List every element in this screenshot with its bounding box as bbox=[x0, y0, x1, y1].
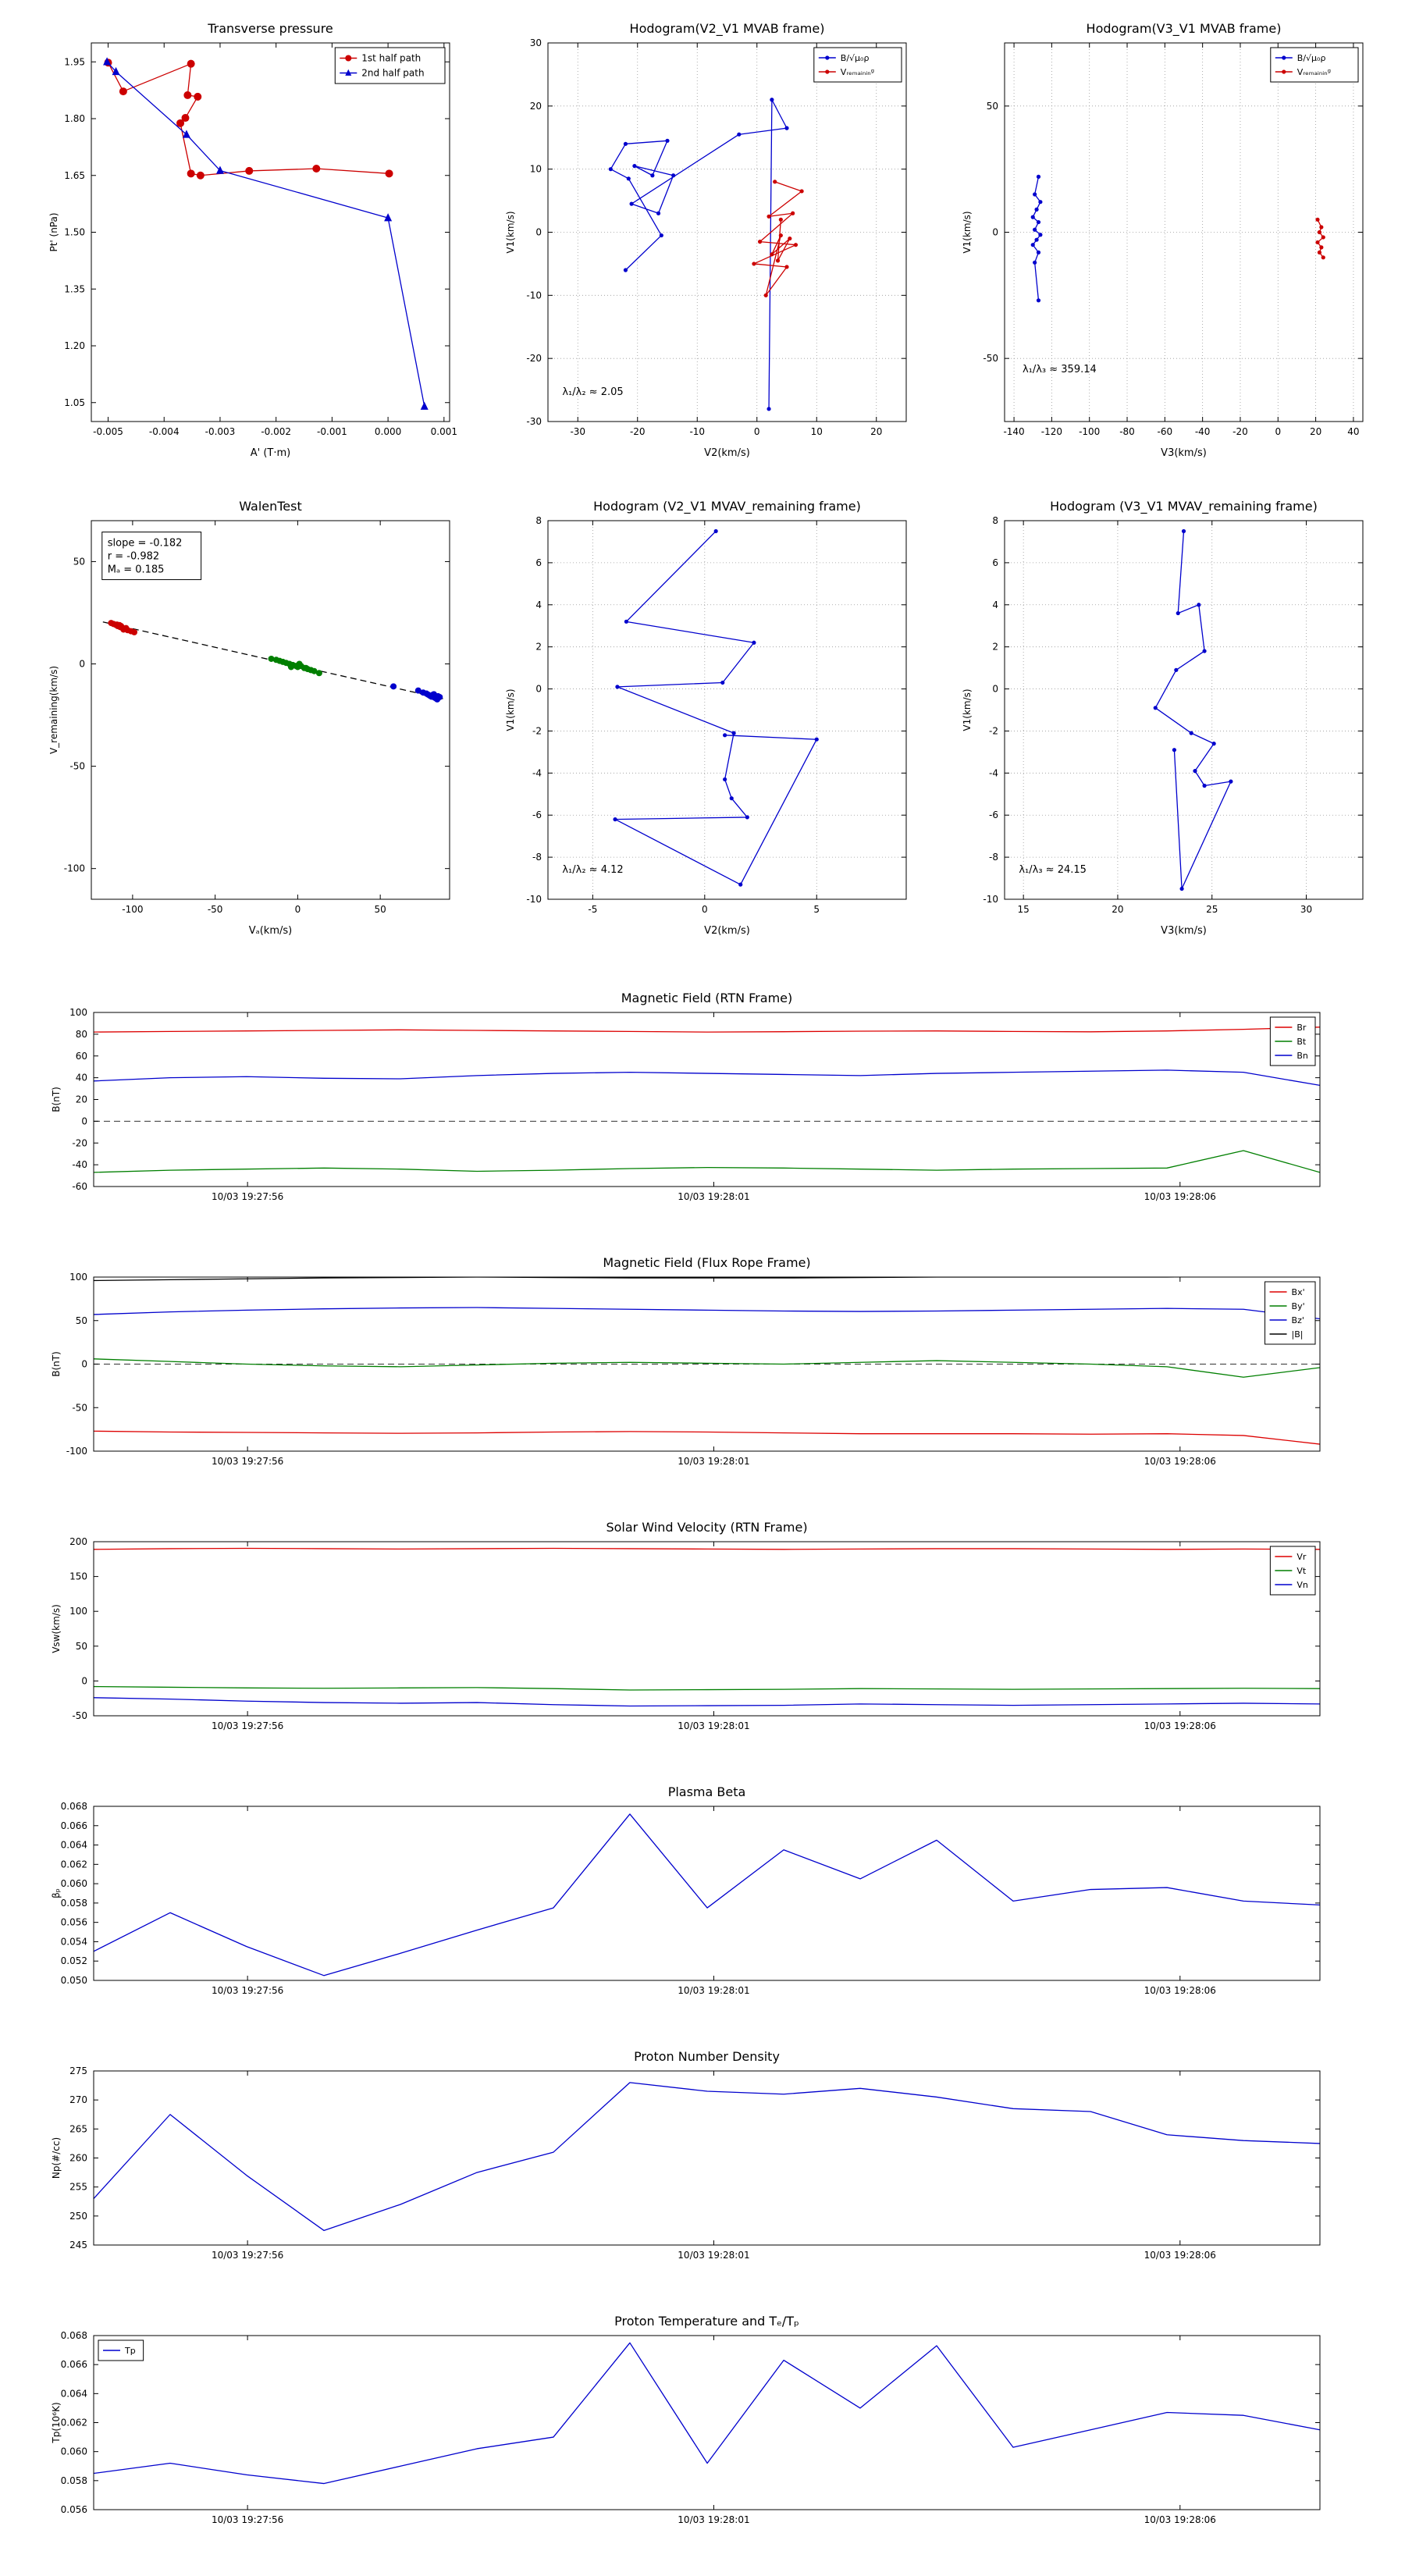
svg-text:-140: -140 bbox=[1003, 426, 1025, 437]
svg-text:0: 0 bbox=[535, 226, 542, 238]
svg-text:8: 8 bbox=[992, 515, 998, 526]
svg-text:Mₐ = 0.185: Mₐ = 0.185 bbox=[107, 564, 165, 576]
svg-text:20: 20 bbox=[1309, 426, 1322, 437]
svg-text:λ₁/λ₃ ≈ 24.15: λ₁/λ₃ ≈ 24.15 bbox=[1019, 864, 1087, 877]
svg-text:0.060: 0.060 bbox=[60, 1878, 87, 1890]
svg-text:B(nT): B(nT) bbox=[51, 1351, 62, 1377]
svg-text:-50: -50 bbox=[72, 1402, 87, 1414]
svg-text:40: 40 bbox=[1347, 426, 1360, 437]
svg-text:30: 30 bbox=[1300, 904, 1313, 915]
svg-text:V1(km/s): V1(km/s) bbox=[962, 211, 973, 254]
svg-text:260: 260 bbox=[69, 2152, 87, 2164]
svg-text:-20: -20 bbox=[1232, 426, 1248, 437]
svg-text:Hodogram (V2_V1 MVAV_remaining: Hodogram (V2_V1 MVAV_remaining frame) bbox=[593, 499, 861, 514]
svg-text:-100: -100 bbox=[1079, 426, 1101, 437]
svg-text:1.95: 1.95 bbox=[64, 56, 85, 68]
svg-text:WalenTest: WalenTest bbox=[239, 499, 302, 514]
svg-text:Pt' (nPa): Pt' (nPa) bbox=[48, 212, 59, 252]
svg-text:-100: -100 bbox=[63, 863, 85, 874]
svg-text:-10: -10 bbox=[526, 894, 542, 905]
svg-text:20: 20 bbox=[870, 426, 883, 437]
svg-text:Tp(10⁶K): Tp(10⁶K) bbox=[51, 2402, 62, 2443]
svg-text:10/03 19:28:06: 10/03 19:28:06 bbox=[1144, 1720, 1216, 1731]
svg-text:Hodogram (V3_V1 MVAV_remaining: Hodogram (V3_V1 MVAV_remaining frame) bbox=[1050, 499, 1318, 514]
svg-text:50: 50 bbox=[75, 1640, 87, 1652]
svg-text:10/03 19:28:06: 10/03 19:28:06 bbox=[1144, 1456, 1216, 1467]
hodogram-v2v1-mvab-chart bbox=[492, 8, 917, 470]
svg-text:-6: -6 bbox=[532, 809, 542, 821]
svg-text:B/√μ₀ρ: B/√μ₀ρ bbox=[1297, 53, 1326, 63]
svg-text:Solar Wind Velocity (RTN Frame: Solar Wind Velocity (RTN Frame) bbox=[606, 1520, 808, 1535]
svg-text:1.35: 1.35 bbox=[64, 283, 85, 295]
svg-text:B/√μ₀ρ: B/√μ₀ρ bbox=[840, 53, 870, 63]
panel-proton-density bbox=[39, 2038, 1331, 2276]
svg-text:Vᵣₑₘₐᵢₙᵢₙᵍ: Vᵣₑₘₐᵢₙᵢₙᵍ bbox=[840, 67, 875, 77]
svg-text:270: 270 bbox=[69, 2094, 87, 2106]
svg-text:0.062: 0.062 bbox=[60, 2417, 87, 2428]
svg-text:0.068: 0.068 bbox=[60, 2330, 87, 2341]
svg-text:-40: -40 bbox=[1194, 426, 1211, 437]
svg-text:0.060: 0.060 bbox=[60, 2446, 87, 2457]
svg-text:-5: -5 bbox=[588, 904, 598, 915]
svg-text:10/03 19:28:01: 10/03 19:28:01 bbox=[678, 1456, 750, 1467]
svg-text:15: 15 bbox=[1017, 904, 1030, 915]
svg-text:0.000: 0.000 bbox=[374, 426, 402, 437]
svg-text:0.050: 0.050 bbox=[60, 1975, 87, 1986]
svg-text:0: 0 bbox=[294, 904, 301, 915]
plasma-beta-chart bbox=[39, 1774, 1331, 2012]
svg-text:-8: -8 bbox=[532, 852, 542, 863]
svg-text:0: 0 bbox=[79, 658, 85, 670]
svg-text:20: 20 bbox=[75, 1094, 87, 1105]
svg-text:10/03 19:28:01: 10/03 19:28:01 bbox=[678, 1985, 750, 1996]
svg-text:-30: -30 bbox=[570, 426, 586, 437]
svg-text:slope = -0.182: slope = -0.182 bbox=[107, 537, 183, 550]
svg-text:100: 100 bbox=[69, 1606, 87, 1617]
svg-text:2: 2 bbox=[992, 641, 998, 653]
svg-text:V3(km/s): V3(km/s) bbox=[1161, 447, 1207, 459]
svg-text:10/03 19:28:01: 10/03 19:28:01 bbox=[678, 1720, 750, 1731]
svg-text:0: 0 bbox=[1275, 426, 1282, 437]
hodogram-v3v1-mvav-chart bbox=[948, 486, 1374, 948]
svg-text:-80: -80 bbox=[1119, 426, 1135, 437]
svg-text:Magnetic Field (Flux Rope Fram: Magnetic Field (Flux Rope Frame) bbox=[603, 1255, 811, 1270]
svg-text:Proton Number Density: Proton Number Density bbox=[634, 2049, 780, 2064]
svg-text:-40: -40 bbox=[72, 1159, 87, 1171]
svg-text:0: 0 bbox=[992, 683, 998, 695]
svg-text:-100: -100 bbox=[66, 1446, 87, 1457]
svg-text:-10: -10 bbox=[526, 290, 542, 301]
panel-solar-wind-velocity bbox=[39, 1509, 1331, 1747]
mag-rtn-chart bbox=[39, 980, 1331, 1218]
svg-text:Hodogram(V3_V1 MVAB frame): Hodogram(V3_V1 MVAB frame) bbox=[1086, 21, 1282, 36]
proton-temp-chart bbox=[39, 2303, 1331, 2541]
hodogram-v3v1-mvab-chart bbox=[948, 8, 1374, 470]
svg-text:-2: -2 bbox=[989, 725, 998, 737]
svg-text:10/03 19:27:56: 10/03 19:27:56 bbox=[211, 1456, 284, 1467]
mag-fluxrope-chart bbox=[39, 1244, 1331, 1482]
svg-text:10/03 19:28:06: 10/03 19:28:06 bbox=[1144, 2514, 1216, 2525]
svg-text:0.066: 0.066 bbox=[60, 2359, 87, 2371]
svg-text:2nd half path: 2nd half path bbox=[361, 67, 425, 79]
svg-text:0.054: 0.054 bbox=[60, 1936, 87, 1948]
svg-text:-50: -50 bbox=[983, 353, 998, 365]
svg-text:10/03 19:28:01: 10/03 19:28:01 bbox=[678, 2514, 750, 2525]
svg-text:-8: -8 bbox=[989, 852, 998, 863]
svg-text:V1(km/s): V1(km/s) bbox=[505, 211, 516, 254]
svg-text:-0.003: -0.003 bbox=[205, 426, 236, 437]
svg-text:0.062: 0.062 bbox=[60, 1859, 87, 1870]
svg-text:10/03 19:27:56: 10/03 19:27:56 bbox=[211, 1985, 284, 1996]
panel-walen-test bbox=[35, 486, 461, 948]
svg-text:100: 100 bbox=[69, 1007, 87, 1018]
svg-text:10/03 19:27:56: 10/03 19:27:56 bbox=[211, 1720, 284, 1731]
svg-text:-0.004: -0.004 bbox=[148, 426, 180, 437]
svg-text:10/03 19:28:01: 10/03 19:28:01 bbox=[678, 2250, 750, 2261]
svg-text:-30: -30 bbox=[526, 416, 542, 427]
svg-text:0: 0 bbox=[535, 683, 542, 695]
svg-text:Bx': Bx' bbox=[1291, 1287, 1305, 1297]
svg-text:Magnetic Field (RTN Frame): Magnetic Field (RTN Frame) bbox=[621, 991, 793, 1005]
svg-text:1.20: 1.20 bbox=[64, 340, 85, 351]
svg-text:250: 250 bbox=[69, 2210, 87, 2222]
svg-text:2: 2 bbox=[535, 641, 542, 653]
panel-magnetic-field-fluxrope bbox=[39, 1244, 1331, 1482]
svg-text:1.80: 1.80 bbox=[64, 113, 85, 124]
svg-text:10/03 19:28:06: 10/03 19:28:06 bbox=[1144, 2250, 1216, 2261]
svg-text:-6: -6 bbox=[989, 809, 998, 821]
svg-text:1.05: 1.05 bbox=[64, 397, 85, 408]
svg-text:10: 10 bbox=[529, 163, 542, 175]
svg-text:B(nT): B(nT) bbox=[51, 1087, 62, 1112]
svg-text:-100: -100 bbox=[122, 904, 144, 915]
svg-text:A' (T·m): A' (T·m) bbox=[250, 447, 291, 459]
svg-text:20: 20 bbox=[529, 100, 542, 112]
svg-text:245: 245 bbox=[69, 2240, 87, 2250]
svg-text:Bz': Bz' bbox=[1291, 1315, 1304, 1325]
svg-text:265: 265 bbox=[69, 2123, 87, 2135]
svg-text:100: 100 bbox=[69, 1272, 87, 1283]
svg-text:-50: -50 bbox=[69, 760, 85, 772]
svg-text:Vₐ(km/s): Vₐ(km/s) bbox=[248, 925, 293, 937]
svg-text:0: 0 bbox=[753, 426, 760, 437]
panel-hodogram-v2v1-mvav bbox=[492, 486, 917, 948]
svg-text:V2(km/s): V2(km/s) bbox=[704, 447, 750, 459]
svg-text:20: 20 bbox=[1112, 904, 1124, 915]
svg-text:-0.002: -0.002 bbox=[261, 426, 292, 437]
svg-text:Vsw(km/s): Vsw(km/s) bbox=[51, 1604, 62, 1653]
svg-text:4: 4 bbox=[992, 599, 998, 610]
svg-text:0: 0 bbox=[81, 1675, 87, 1687]
svg-text:0.068: 0.068 bbox=[60, 1801, 87, 1812]
svg-text:150: 150 bbox=[69, 1571, 87, 1582]
svg-text:40: 40 bbox=[75, 1072, 87, 1083]
svg-text:Np(#/cc): Np(#/cc) bbox=[51, 2137, 62, 2179]
svg-text:-60: -60 bbox=[1157, 426, 1173, 437]
svg-text:By': By' bbox=[1291, 1301, 1305, 1311]
svg-text:-50: -50 bbox=[207, 904, 223, 915]
svg-text:-0.005: -0.005 bbox=[93, 426, 123, 437]
svg-text:Proton Temperature and Tₑ/Tₚ: Proton Temperature and Tₑ/Tₚ bbox=[614, 2314, 799, 2329]
svg-text:βₚ: βₚ bbox=[51, 1888, 62, 1898]
panel-hodogram-v3v1-mvab bbox=[948, 8, 1374, 470]
svg-text:80: 80 bbox=[75, 1028, 87, 1040]
svg-text:0: 0 bbox=[81, 1115, 87, 1127]
svg-text:0.052: 0.052 bbox=[60, 1955, 87, 1967]
walen-test-chart bbox=[35, 486, 461, 948]
svg-text:V_remaining(km/s): V_remaining(km/s) bbox=[48, 665, 59, 755]
svg-text:Hodogram(V2_V1 MVAB frame): Hodogram(V2_V1 MVAB frame) bbox=[629, 21, 825, 36]
svg-text:50: 50 bbox=[73, 556, 85, 568]
svg-text:r = -0.982: r = -0.982 bbox=[107, 550, 160, 563]
svg-text:Vr: Vr bbox=[1297, 1552, 1307, 1562]
svg-text:8: 8 bbox=[535, 515, 542, 526]
svg-text:Bn: Bn bbox=[1297, 1051, 1308, 1061]
svg-text:200: 200 bbox=[69, 1536, 87, 1547]
svg-text:-50: -50 bbox=[72, 1710, 87, 1721]
svg-text:60: 60 bbox=[75, 1050, 87, 1062]
svg-text:Vn: Vn bbox=[1297, 1580, 1308, 1590]
svg-text:0.001: 0.001 bbox=[430, 426, 458, 437]
panel-hodogram-v2v1-mvab bbox=[492, 8, 917, 470]
panel-proton-temperature bbox=[39, 2303, 1331, 2541]
panel-magnetic-field-rtn bbox=[39, 980, 1331, 1218]
svg-text:50: 50 bbox=[75, 1315, 87, 1326]
svg-text:0.064: 0.064 bbox=[60, 2388, 87, 2400]
svg-text:1.65: 1.65 bbox=[64, 169, 85, 181]
svg-text:-10: -10 bbox=[689, 426, 706, 437]
svg-text:Transverse pressure: Transverse pressure bbox=[208, 21, 333, 36]
panel-plasma-beta bbox=[39, 1774, 1331, 2012]
svg-text:0.066: 0.066 bbox=[60, 1820, 87, 1831]
svg-text:0: 0 bbox=[992, 226, 998, 238]
svg-text:275: 275 bbox=[69, 2065, 87, 2076]
svg-text:30: 30 bbox=[529, 37, 542, 48]
vsw-rtn-chart bbox=[39, 1509, 1331, 1747]
svg-text:10/03 19:28:01: 10/03 19:28:01 bbox=[678, 1191, 750, 1202]
svg-text:Plasma Beta: Plasma Beta bbox=[667, 1784, 746, 1799]
svg-text:Vᵣₑₘₐᵢₙᵢₙᵍ: Vᵣₑₘₐᵢₙᵢₙᵍ bbox=[1297, 67, 1332, 77]
svg-text:6: 6 bbox=[992, 557, 998, 568]
svg-text:λ₁/λ₂ ≈ 2.05: λ₁/λ₂ ≈ 2.05 bbox=[562, 386, 624, 399]
svg-text:Vt: Vt bbox=[1297, 1566, 1307, 1576]
svg-text:-0.001: -0.001 bbox=[317, 426, 347, 437]
svg-text:10/03 19:27:56: 10/03 19:27:56 bbox=[211, 2250, 284, 2261]
svg-text:-20: -20 bbox=[526, 353, 542, 365]
svg-text:25: 25 bbox=[1206, 904, 1218, 915]
svg-text:0.058: 0.058 bbox=[60, 1897, 87, 1909]
svg-text:10/03 19:28:06: 10/03 19:28:06 bbox=[1144, 1985, 1216, 1996]
panel-hodogram-v3v1-mvav bbox=[948, 486, 1374, 948]
svg-text:Br: Br bbox=[1297, 1023, 1307, 1033]
svg-text:λ₁/λ₃ ≈ 359.14: λ₁/λ₃ ≈ 359.14 bbox=[1022, 363, 1097, 375]
svg-text:V2(km/s): V2(km/s) bbox=[704, 925, 750, 937]
panel-transverse-pressure bbox=[35, 8, 461, 470]
svg-text:10/03 19:27:56: 10/03 19:27:56 bbox=[211, 1191, 284, 1202]
svg-text:0.064: 0.064 bbox=[60, 1839, 87, 1851]
svg-text:0: 0 bbox=[81, 1358, 87, 1370]
svg-text:0.058: 0.058 bbox=[60, 2475, 87, 2486]
svg-text:-2: -2 bbox=[532, 725, 542, 737]
svg-text:λ₁/λ₂ ≈ 4.12: λ₁/λ₂ ≈ 4.12 bbox=[562, 864, 624, 877]
svg-text:-10: -10 bbox=[983, 894, 998, 905]
svg-text:1st half path: 1st half path bbox=[361, 52, 422, 64]
svg-text:V1(km/s): V1(km/s) bbox=[962, 688, 973, 731]
svg-text:0.056: 0.056 bbox=[60, 2504, 87, 2515]
svg-text:6: 6 bbox=[535, 557, 542, 568]
transverse-pressure-chart bbox=[35, 8, 461, 470]
svg-text:1.50: 1.50 bbox=[64, 226, 85, 238]
svg-text:V3(km/s): V3(km/s) bbox=[1161, 925, 1207, 937]
svg-text:50: 50 bbox=[374, 904, 386, 915]
svg-text:-4: -4 bbox=[532, 767, 542, 779]
svg-text:-20: -20 bbox=[72, 1137, 87, 1149]
svg-text:-4: -4 bbox=[989, 767, 998, 779]
svg-text:50: 50 bbox=[986, 100, 998, 112]
svg-text:|B|: |B| bbox=[1291, 1329, 1304, 1340]
svg-text:0.056: 0.056 bbox=[60, 1916, 87, 1928]
svg-text:-120: -120 bbox=[1040, 426, 1063, 437]
svg-text:-60: -60 bbox=[72, 1181, 87, 1192]
svg-text:V1(km/s): V1(km/s) bbox=[505, 688, 516, 731]
svg-text:0: 0 bbox=[701, 904, 708, 915]
svg-text:Bt: Bt bbox=[1297, 1037, 1307, 1047]
hodogram-v2v1-mvav-chart bbox=[492, 486, 917, 948]
svg-text:-20: -20 bbox=[629, 426, 646, 437]
svg-text:5: 5 bbox=[813, 904, 820, 915]
svg-text:10/03 19:27:56: 10/03 19:27:56 bbox=[211, 2514, 284, 2525]
svg-text:4: 4 bbox=[535, 599, 542, 610]
svg-text:Tp: Tp bbox=[125, 2346, 136, 2356]
svg-text:10: 10 bbox=[810, 426, 823, 437]
proton-density-chart bbox=[39, 2038, 1331, 2276]
svg-text:255: 255 bbox=[69, 2181, 87, 2193]
svg-text:10/03 19:28:06: 10/03 19:28:06 bbox=[1144, 1191, 1216, 1202]
